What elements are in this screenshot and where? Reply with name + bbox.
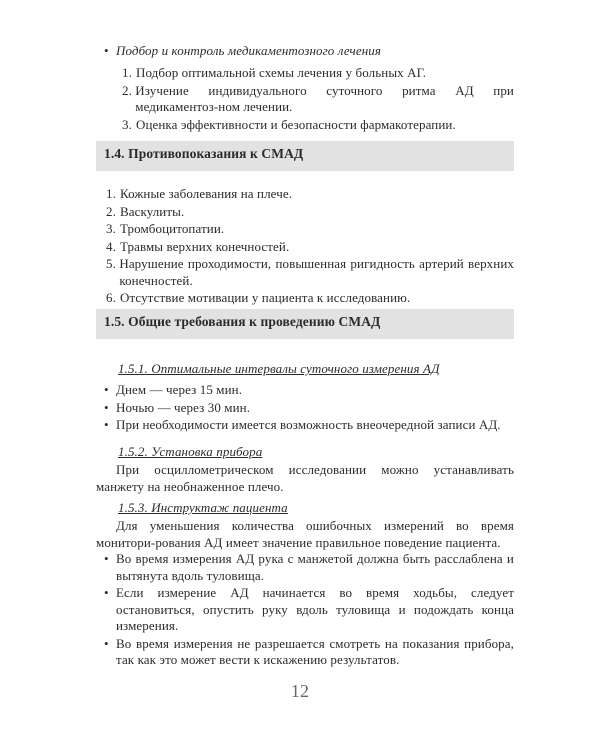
section-header-1-4 <box>96 141 514 171</box>
list-item: 2. Васкулиты. <box>106 203 185 219</box>
list-item: 3. Тромбоцитопатии. <box>106 221 225 236</box>
list-item: • Днем — через 15 мин. <box>104 382 243 397</box>
subsection-heading-1-5-3: 1.5.3. Инструктаж пациента <box>118 500 288 515</box>
subsection-heading-1-5-1: 1.5.1. Оптимальные интервалы суточного измерения АД <box>118 361 440 376</box>
contraindications-list <box>106 186 514 308</box>
bullet-icon: • <box>104 417 109 432</box>
list-item: 2. Изучение индивидуального суточного ритма АД при медикаментоз-ном лечении. <box>122 82 514 114</box>
intro-bullet <box>104 43 381 60</box>
list-item: • Во время измерения АД рука с манжетой должна быть расслаблена и вытянута вдоль туловища. <box>104 551 514 583</box>
bullet-icon: • <box>104 43 109 58</box>
section-title: 1.5. Общие требования к проведению СМАД <box>104 314 381 329</box>
instructions-list <box>104 551 514 670</box>
list-item: 4. Травмы верхних конечностей. <box>106 238 290 254</box>
paragraph: Для уменьшения количества ошибочных измерений во время монитори-рования АД имеет значение правильное поведение пациента. <box>96 518 514 550</box>
list-item: 1. Подбор оптимальной схемы лечения у больных АГ. <box>122 65 427 80</box>
list-item: 6. Отсутствие мотивации у пациента к исследованию. <box>106 290 411 305</box>
list-item: 1. Кожные заболевания на плече. <box>106 186 293 201</box>
subsection-heading-1-5-2: 1.5.2. Установка прибора <box>118 444 263 459</box>
list-item: • При необходимости имеется возможность внеочередной записи АД. <box>104 417 501 432</box>
paragraph: При осциллометрическом исследовании можно устанавливать манжету на необнаженное плечо. <box>96 462 514 494</box>
section-header-1-5 <box>96 309 514 339</box>
intro-list <box>122 65 514 134</box>
list-item: • Во время измерения не разрешается смотреть на показания прибора, так как это может вести к искажению результатов. <box>104 635 514 667</box>
list-item: 5. Нарушение проходимости, повышенная ригидность артерий верхних конечностей. <box>106 256 514 288</box>
bullet-icon: • <box>104 585 109 600</box>
intervals-list <box>104 382 514 435</box>
bullet-icon: • <box>104 635 109 651</box>
list-item: • Ночью — через 30 мин. <box>104 399 251 415</box>
list-item: 3. Оценка эффективности и безопасности фармакотерапии. <box>122 116 456 132</box>
list-item: • Если измерение АД начинается во время ходьбы, следует остановиться, опустить руку вдоль туловища и подождать конца измерения. <box>104 585 514 633</box>
intro-bullet-text: Подбор и контроль медикаментозного лечения <box>116 43 381 58</box>
bullet-icon: • <box>104 382 109 397</box>
page-number: 12 <box>290 681 310 701</box>
bullet-icon: • <box>104 399 109 415</box>
section-title: 1.4. Противопоказания к СМАД <box>104 146 304 161</box>
bullet-icon: • <box>104 551 109 566</box>
